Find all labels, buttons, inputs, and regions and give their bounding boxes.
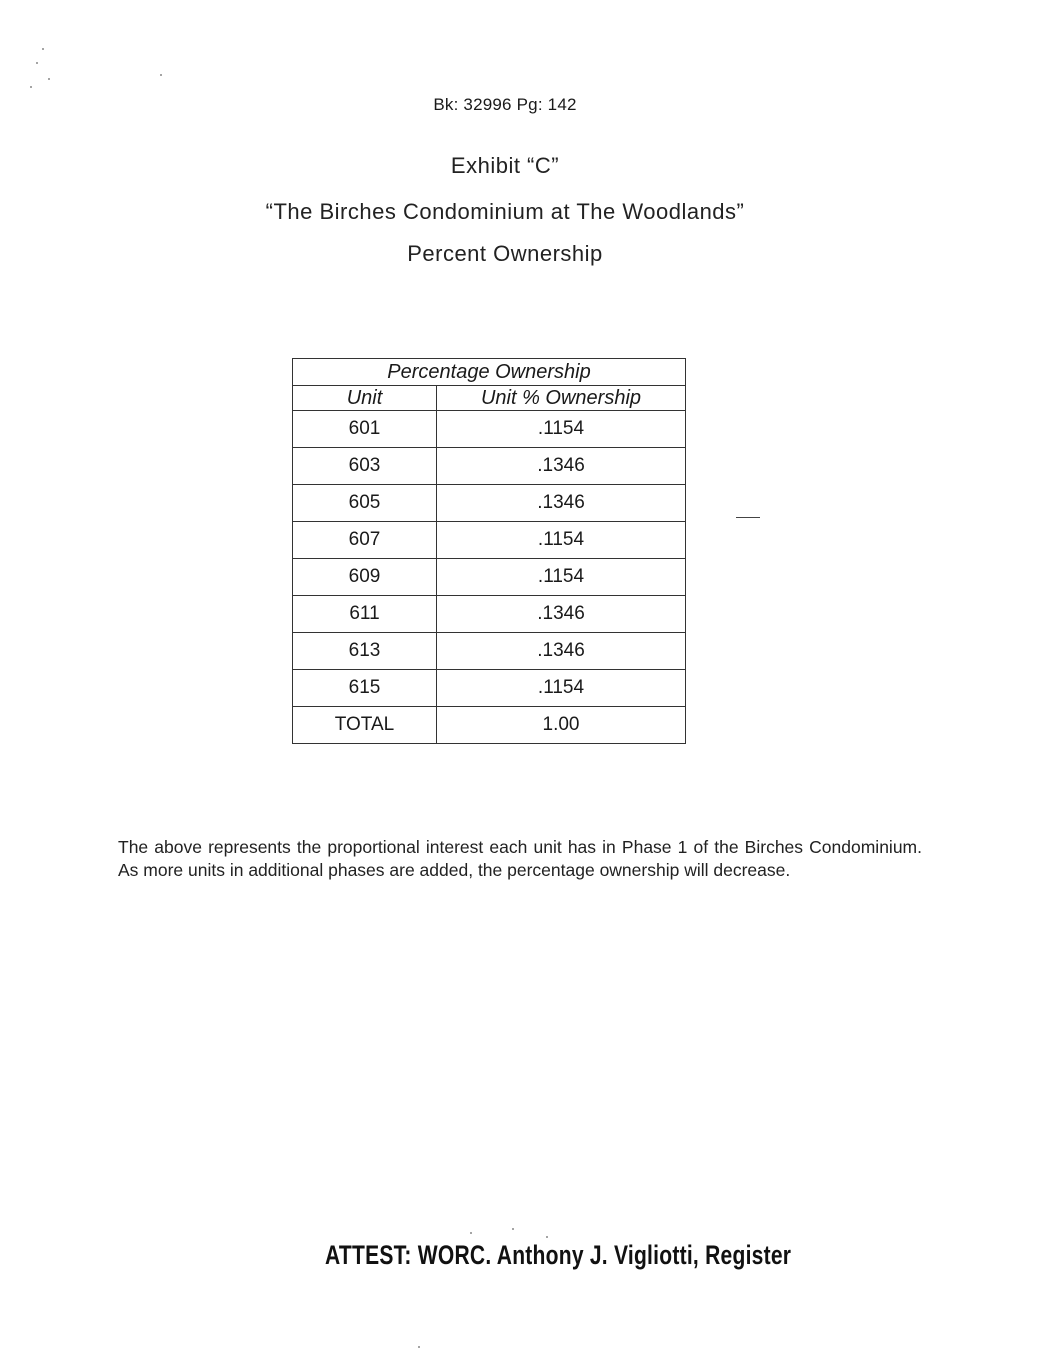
- attest-label: ATTEST: WORC.: [325, 1240, 492, 1270]
- ownership-cell: .1154: [437, 522, 686, 559]
- unit-cell: 605: [293, 485, 437, 522]
- ownership-cell: .1154: [437, 559, 686, 596]
- table-row: [293, 559, 686, 596]
- unit-cell: 601: [293, 411, 437, 448]
- unit-cell: 611: [293, 596, 437, 633]
- exhibit-title: Exhibit “C”: [450, 153, 560, 178]
- ownership-cell: .1346: [437, 633, 686, 670]
- scan-speck: [36, 62, 38, 64]
- unit-cell: 603: [293, 448, 437, 485]
- table-row: [293, 596, 686, 633]
- table-row: [293, 633, 686, 670]
- total-label: TOTAL: [293, 707, 437, 744]
- unit-cell: 613: [293, 633, 437, 670]
- register-name: Anthony J. Vigliotti, Register: [496, 1240, 792, 1270]
- table-row: [293, 522, 686, 559]
- column-header-unit: Unit: [293, 386, 437, 411]
- total-row: [293, 707, 686, 744]
- ownership-cell: .1154: [437, 411, 686, 448]
- table-row: [293, 670, 686, 707]
- ownership-cell: .1346: [437, 448, 686, 485]
- ownership-cell: .1346: [437, 596, 686, 633]
- scan-speck: [160, 74, 162, 76]
- ownership-table: [292, 358, 686, 744]
- table-row: [293, 485, 686, 522]
- table-title: Percentage Ownership: [293, 359, 686, 386]
- scan-speck: [30, 86, 32, 88]
- margin-mark: [736, 517, 760, 518]
- unit-cell: 615: [293, 670, 437, 707]
- subtitle: Percent Ownership: [407, 241, 603, 266]
- table-row: [293, 448, 686, 485]
- ownership-cell: .1346: [437, 485, 686, 522]
- unit-cell: 609: [293, 559, 437, 596]
- scan-speck: [512, 1228, 514, 1230]
- scan-speck: [48, 78, 50, 80]
- total-value: 1.00: [437, 707, 686, 744]
- project-title: “The Birches Condominium at The Woodlands”: [265, 199, 745, 224]
- column-header-ownership: Unit % Ownership: [437, 386, 686, 411]
- scan-speck: [42, 48, 44, 50]
- scan-speck: [470, 1232, 472, 1234]
- attest-stamp: [325, 1240, 791, 1271]
- scan-speck: [418, 1346, 420, 1348]
- book-page-reference: Bk: 32996 Pg: 142: [433, 95, 577, 114]
- ownership-cell: .1154: [437, 670, 686, 707]
- table-row: [293, 411, 686, 448]
- unit-cell: 607: [293, 522, 437, 559]
- scan-speck: [546, 1236, 548, 1238]
- explanatory-paragraph: The above represents the proportional interest each unit has in Phase 1 of the Birches Condominium. As more units in additional phases are added, the percentage ownership will decrease.: [118, 837, 922, 880]
